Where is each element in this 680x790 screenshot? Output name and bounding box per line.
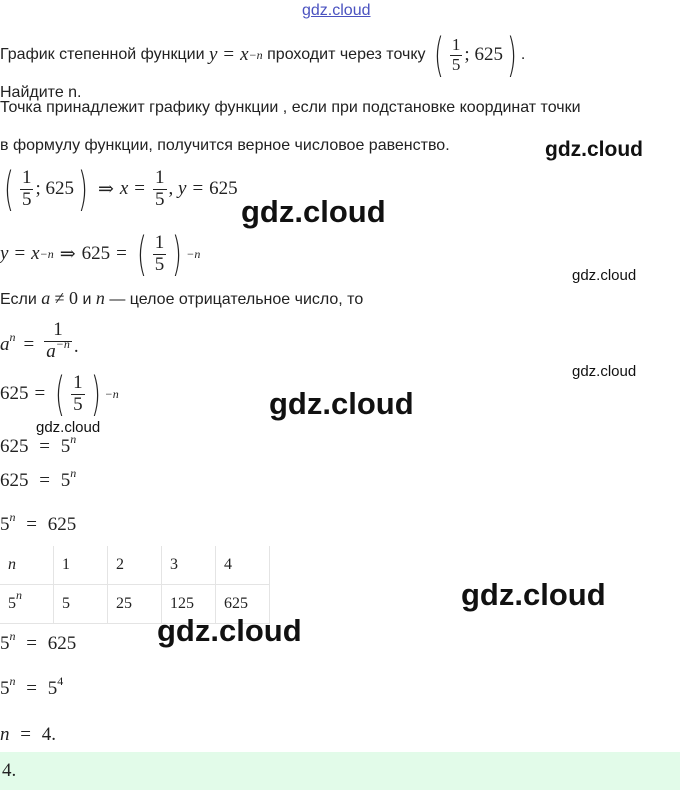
step1-yvar: y (178, 178, 187, 199)
formula-fraction (44, 320, 72, 363)
cut-off-line: Найдите n. (0, 84, 82, 101)
step9-n: n (0, 724, 10, 745)
formula-num: 1 (53, 319, 63, 340)
watermark-link-top[interactable]: gdz.cloud (302, 2, 371, 19)
table-cell: 2 (108, 546, 162, 585)
problem-eq: = (223, 44, 235, 65)
watermark: gdz.cloud (269, 386, 414, 421)
table-cell: 625 (216, 585, 270, 624)
step8-base2: 5 (47, 678, 58, 699)
step1-eq2: = (192, 178, 204, 199)
step1-x-num: 1 (155, 166, 165, 188)
step1-sep: , (168, 178, 174, 199)
table-cell: 25 (108, 585, 162, 624)
step1-x-fraction (153, 168, 167, 211)
step8-base: 5 (0, 678, 10, 699)
watermark: gdz.cloud (241, 194, 386, 229)
implies-arrow: ⇒ (97, 178, 114, 200)
step2-val: 625 (81, 243, 111, 264)
problem-statement: График степенной функции y = x −n проходит через точку ( $\frac{1}{5}$ ; 625 ) . (0, 28, 526, 82)
step7-val: 625 (47, 633, 77, 654)
step6-exp: n (9, 510, 16, 524)
step1-x-den: 5 (155, 188, 165, 210)
table-cell: 4 (216, 546, 270, 585)
left-paren-icon: ( (4, 162, 14, 216)
table-row (0, 546, 270, 585)
step-7 (0, 629, 77, 655)
step2-den: 5 (154, 253, 165, 275)
table-head-exp: n (16, 588, 22, 602)
table-cell: 125 (162, 585, 216, 624)
formula-n: n (9, 330, 16, 344)
step3-val: 625 (0, 383, 29, 404)
rule-if: Если (0, 291, 37, 308)
step4-base: 5 (60, 436, 71, 457)
step-1: ( $\frac{1}{5}$ ; 625 ) ⇒ x = $\frac{1}{5}$ , y = 625 (4, 162, 238, 216)
step7-eq: = (26, 633, 37, 654)
left-paren-icon: ( (136, 227, 147, 281)
step-6 (0, 510, 77, 536)
step2-eq2: = (116, 243, 127, 264)
problem-point-y: 625 (474, 44, 503, 65)
step1-fraction (20, 168, 34, 211)
step2-fraction (153, 233, 167, 276)
problem-point-den: 5 (451, 54, 461, 74)
rule-rest: — целое отрицательное число, то (109, 291, 364, 308)
problem-y: y (208, 44, 218, 65)
step8-eq: = (26, 678, 37, 699)
step1-yval: 625 (209, 178, 238, 199)
step2-y: y (0, 243, 9, 264)
step2-x: x (31, 243, 40, 264)
right-paren-icon: ) (78, 162, 88, 216)
problem-point-fraction (450, 36, 463, 74)
right-paren-icon: ) (172, 227, 183, 281)
step7-base: 5 (0, 633, 10, 654)
rule-and: и (82, 291, 92, 308)
answer-value: 4. (2, 760, 17, 781)
step4-val: 625 (0, 436, 29, 457)
step9-val: 4. (41, 724, 56, 745)
step9-eq: = (20, 724, 31, 745)
formula-eq: = (23, 334, 35, 355)
formula-den-a: a (46, 340, 56, 362)
step-4 (0, 432, 77, 458)
step3-fraction (71, 373, 85, 416)
step5-eq: = (39, 470, 50, 491)
step2-num: 1 (154, 231, 165, 253)
step4-exp: n (70, 432, 77, 446)
watermark: gdz.cloud (572, 363, 637, 380)
left-paren-icon: ( (434, 28, 444, 82)
step6-base: 5 (0, 514, 10, 535)
step8-exp2: 4 (57, 674, 64, 688)
table-cell: 5 (54, 585, 108, 624)
watermark: gdz.cloud (572, 267, 637, 284)
explain-line-1: Точка принадлежит графику функции , если при подстановке координат точки (0, 99, 581, 116)
step1-num: 1 (21, 166, 32, 188)
watermark: gdz.cloud (461, 577, 606, 612)
answer-box (0, 752, 680, 790)
right-paren-icon: ) (506, 28, 517, 82)
table-cell (0, 585, 54, 624)
problem-prefix: График степенной функции (0, 46, 205, 63)
step3-den: 5 (73, 393, 83, 415)
watermark: gdz.cloud (157, 613, 302, 648)
rule-a: a (41, 288, 51, 308)
step3-eq: = (34, 383, 46, 404)
explain-line-2: в формулу функции, получится верное числовое равенство. (0, 137, 450, 154)
formula-a: a (0, 334, 10, 355)
table-cell: 3 (162, 546, 216, 585)
step-9 (0, 724, 56, 746)
rule-neq: ≠ 0 (54, 288, 79, 308)
rule-n: n (95, 288, 105, 308)
right-paren-icon: ) (90, 367, 101, 421)
formula-power (0, 318, 79, 368)
step6-eq: = (26, 514, 37, 535)
implies-arrow: ⇒ (59, 243, 76, 265)
step1-eq: = (134, 178, 146, 199)
formula-den-exp: −n (55, 336, 70, 351)
step-3: 625 = ( $\frac{1}{5}$ ) −n (0, 367, 119, 421)
table-cell: n (0, 546, 54, 585)
step7-exp: n (9, 629, 16, 643)
watermark: gdz.cloud (545, 138, 643, 161)
step-2: y = x −n ⇒ 625 = ( $\frac{1}{5}$ ) −n (0, 227, 201, 281)
watermark: gdz.cloud (36, 419, 101, 436)
table-head-base: 5 (8, 595, 16, 612)
step8-exp: n (9, 674, 16, 688)
step1-den: 5 (21, 188, 32, 210)
step5-exp: n (70, 466, 77, 480)
step-5 (0, 466, 77, 492)
step1-y: 625 (45, 178, 74, 199)
table-cell: 1 (54, 546, 108, 585)
formula-end: . (73, 336, 79, 357)
problem-suffix: проходит через точку (267, 46, 426, 63)
step4-eq: = (39, 436, 50, 457)
step5-val: 625 (0, 470, 29, 491)
step3-num: 1 (73, 371, 83, 393)
step1-x: x (119, 178, 129, 199)
step5-base: 5 (60, 470, 71, 491)
rule-line (0, 288, 363, 309)
step2-eq: = (14, 243, 26, 264)
problem-end: . (520, 46, 526, 63)
problem-x: x (240, 44, 249, 65)
problem-point-num: 1 (451, 34, 461, 54)
left-paren-icon: ( (55, 367, 66, 421)
step6-val: 625 (47, 514, 77, 535)
step-8 (0, 674, 64, 700)
